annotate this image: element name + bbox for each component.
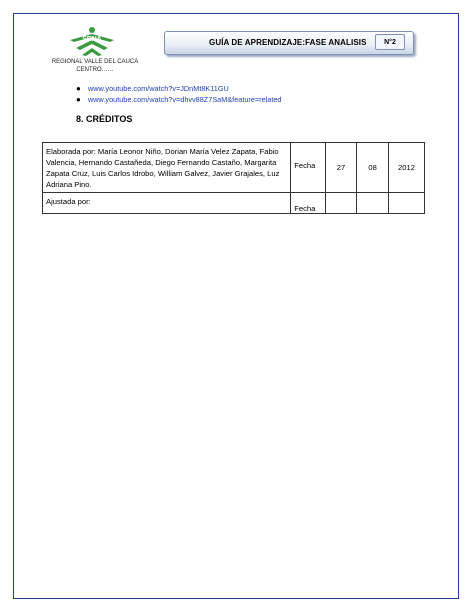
- year-cell: [388, 193, 424, 214]
- day-cell: 27: [325, 143, 357, 193]
- table-row: [43, 193, 425, 214]
- guide-header: [164, 31, 414, 55]
- logo-caption: [40, 58, 150, 74]
- credits-table: [42, 142, 425, 214]
- bullet-icon: ●: [76, 95, 81, 104]
- link-text[interactable]: www.youtube.com/watch?v=JDnMt8K11GU: [88, 84, 229, 93]
- caption-line-2: CENTRO……: [76, 67, 114, 73]
- elaborated-by-cell: Elaborada por: María Leonor Niño, Dorian María Velez Zapata, Fabio Valencia, Hernando Castañeda, Diego Fernando Castaño, Margarita Zapata Cruz, Luis Carlos Idrobo, William Galvez, Javier Grajales, Luz Adriana Pino.: [43, 143, 291, 193]
- sena-logo: [66, 26, 118, 56]
- list-item[interactable]: [76, 94, 281, 105]
- date-label-cell: [291, 143, 325, 193]
- reference-links: [76, 83, 281, 105]
- guide-title: GUÍA DE APRENDIZAJE:FASE ANALISIS: [209, 38, 367, 47]
- table-row: [43, 143, 425, 193]
- list-item[interactable]: [76, 83, 281, 94]
- month-cell: [357, 193, 389, 214]
- logo-text: SENA: [82, 36, 102, 43]
- month-cell: 08: [357, 143, 389, 193]
- guide-number: N°2: [375, 34, 405, 50]
- caption-line-1: REGIONAL VALLE DEL CAUCA: [51, 59, 139, 65]
- bullet-icon: ●: [76, 84, 81, 93]
- date-label: Fecha: [294, 161, 316, 170]
- section-title: 8. CRÉDITOS: [76, 114, 133, 124]
- adjusted-by-cell: Ajustada por:: [43, 193, 291, 214]
- date-label-cell: Fecha: [291, 193, 325, 214]
- day-cell: [325, 193, 357, 214]
- link-text[interactable]: www.youtube.com/watch?v=dhvv88Z7SaM&feature=related: [88, 95, 282, 104]
- year-cell: 2012: [388, 143, 424, 193]
